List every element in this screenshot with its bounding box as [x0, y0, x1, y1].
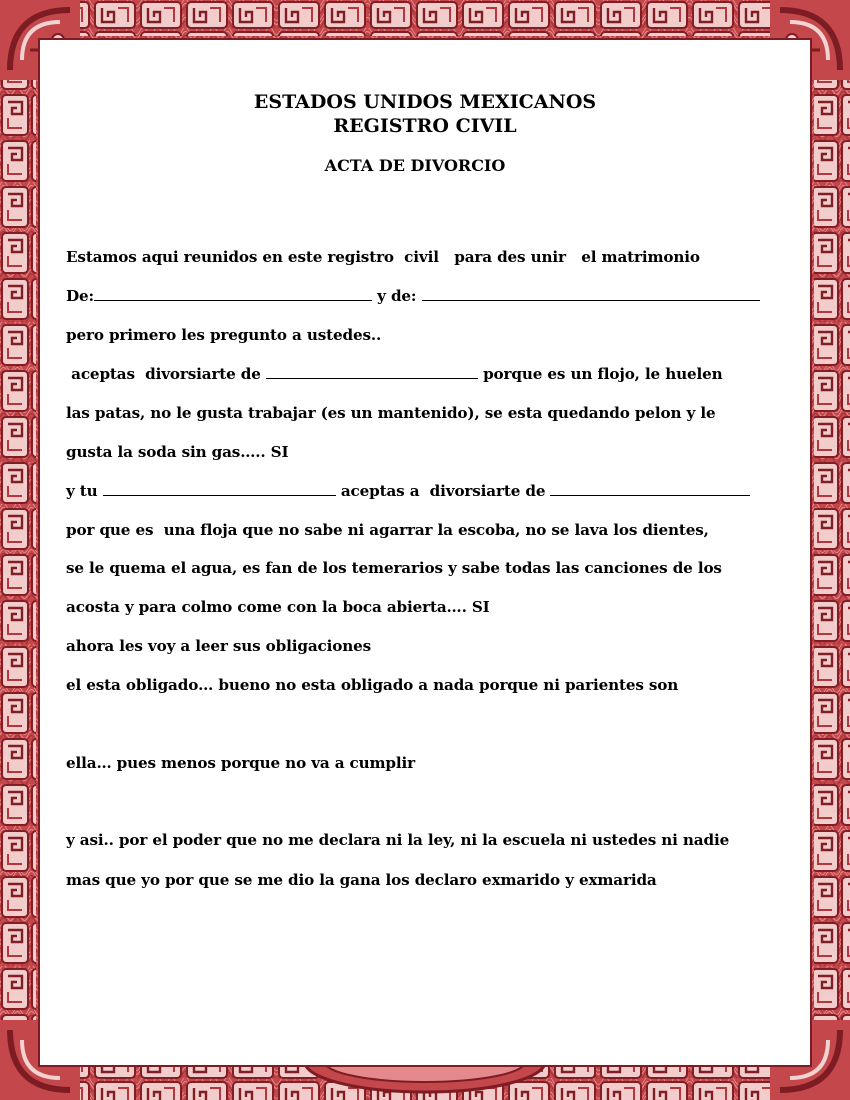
body-text: porque es un flojo, le huelen: [477, 365, 723, 383]
country-title: ESTADOS UNIDOS MEXICANOS: [253, 91, 597, 113]
body-line-15: mas que yo por que se me dio la gana los declaro exmarido y exmarida: [66, 871, 657, 889]
body-line-7: [66, 481, 750, 501]
wife-name-blank-2[interactable]: [103, 481, 336, 496]
registry-title: REGISTRO CIVIL: [333, 115, 517, 137]
body-line-1: Estamos aqui reunidos en este registro civil para des unir el matrimonio: [66, 248, 700, 266]
document-subtitle: ACTA DE DIVORCIO: [324, 156, 506, 175]
second-spouse-blank[interactable]: [422, 286, 760, 301]
husband-name-blank[interactable]: [550, 481, 750, 496]
body-text: aceptas divorsiarte de: [66, 365, 266, 383]
body-line-14: y asi.. por el poder que no me declara ni la ley, ni la escuela ni ustedes ni nadie: [66, 831, 730, 849]
body-line-9: se le quema el agua, es fan de los temerarios y sabe todas las canciones de los: [66, 559, 722, 577]
body-line-11: ahora les voy a leer sus obligaciones: [66, 637, 372, 655]
body-text: y tu: [66, 482, 103, 500]
body-text: De:: [66, 287, 94, 305]
body-text: y de:: [372, 287, 422, 305]
wife-name-blank[interactable]: [266, 364, 478, 379]
body-line-8: por que es una floja que no sabe ni agarrar la escoba, no se lava los dientes,: [66, 521, 709, 539]
certificate-body: [40, 40, 810, 1065]
first-spouse-blank[interactable]: [94, 286, 372, 301]
body-line-10: acosta y para colmo come con la boca abierta…. SI: [66, 598, 490, 616]
body-line-6: gusta la soda sin gas….. SI: [66, 443, 289, 461]
body-line-4: [66, 364, 723, 384]
body-line-5: las patas, no le gusta trabajar (es un mantenido), se esta quedando pelon y le: [66, 404, 716, 422]
body-text: aceptas a divorsiarte de: [335, 482, 551, 500]
body-line-3: pero primero les pregunto a ustedes..: [66, 326, 382, 344]
body-line-12: el esta obligado… bueno no esta obligado a nada porque ni parientes son: [66, 676, 679, 694]
body-line-13: ella… pues menos porque no va a cumplir: [66, 754, 415, 772]
body-line-2: [66, 286, 760, 306]
